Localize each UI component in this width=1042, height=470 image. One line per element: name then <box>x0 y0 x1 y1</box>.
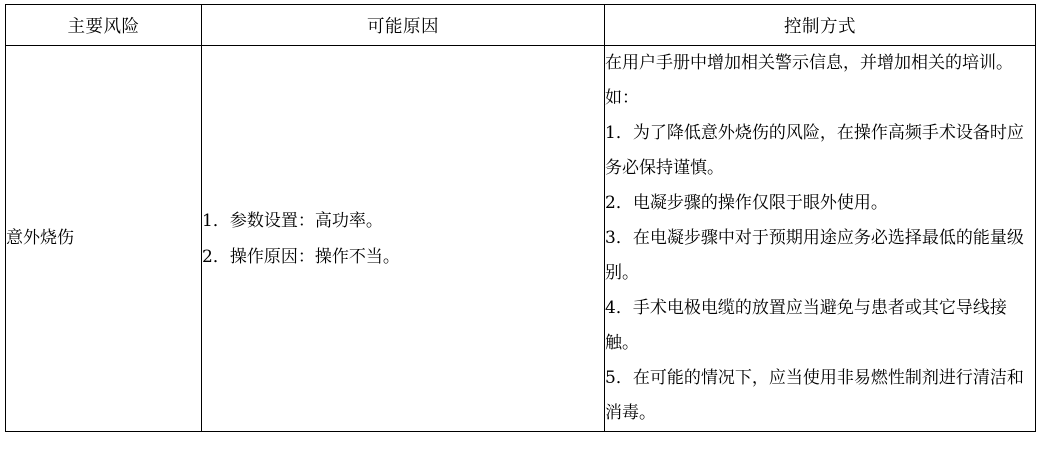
table-row <box>6 46 1036 432</box>
column-header-control: 控制方式 <box>605 5 1036 46</box>
risk-cell <box>6 46 202 432</box>
cause-item: 2．操作原因：操作不当。 <box>202 246 400 267</box>
column-header-risk: 主要风险 <box>6 5 202 46</box>
table-header-row <box>6 5 1036 46</box>
control-item: 在用户手册中增加相关警示信息，并增加相关的培训。如： <box>605 53 1013 108</box>
column-header-cause: 可能原因 <box>202 5 605 46</box>
table-header <box>6 5 1036 46</box>
cause-cell <box>202 46 605 432</box>
control-cell <box>605 46 1036 432</box>
control-item: 2．电凝步骤的操作仅限于眼外使用。 <box>605 193 888 213</box>
risk-text: 意外烧伤 <box>6 228 74 248</box>
table-body <box>6 46 1036 432</box>
control-item: 1．为了降低意外烧伤的风险，在操作高频手术设备时应务必保持谨慎。 <box>605 123 1024 178</box>
control-item: 5．在可能的情况下，应当使用非易燃性制剂进行清洁和消毒。 <box>605 368 1024 423</box>
control-item: 4．手术电极电缆的放置应当避免与患者或其它导线接触。 <box>605 298 1007 353</box>
document-page <box>0 4 1042 470</box>
control-item: 3．在电凝步骤中对于预期用途应务必选择最低的能量级别。 <box>605 228 1024 283</box>
cause-item: 1．参数设置：高功率。 <box>202 210 383 231</box>
risk-control-table <box>5 4 1036 432</box>
